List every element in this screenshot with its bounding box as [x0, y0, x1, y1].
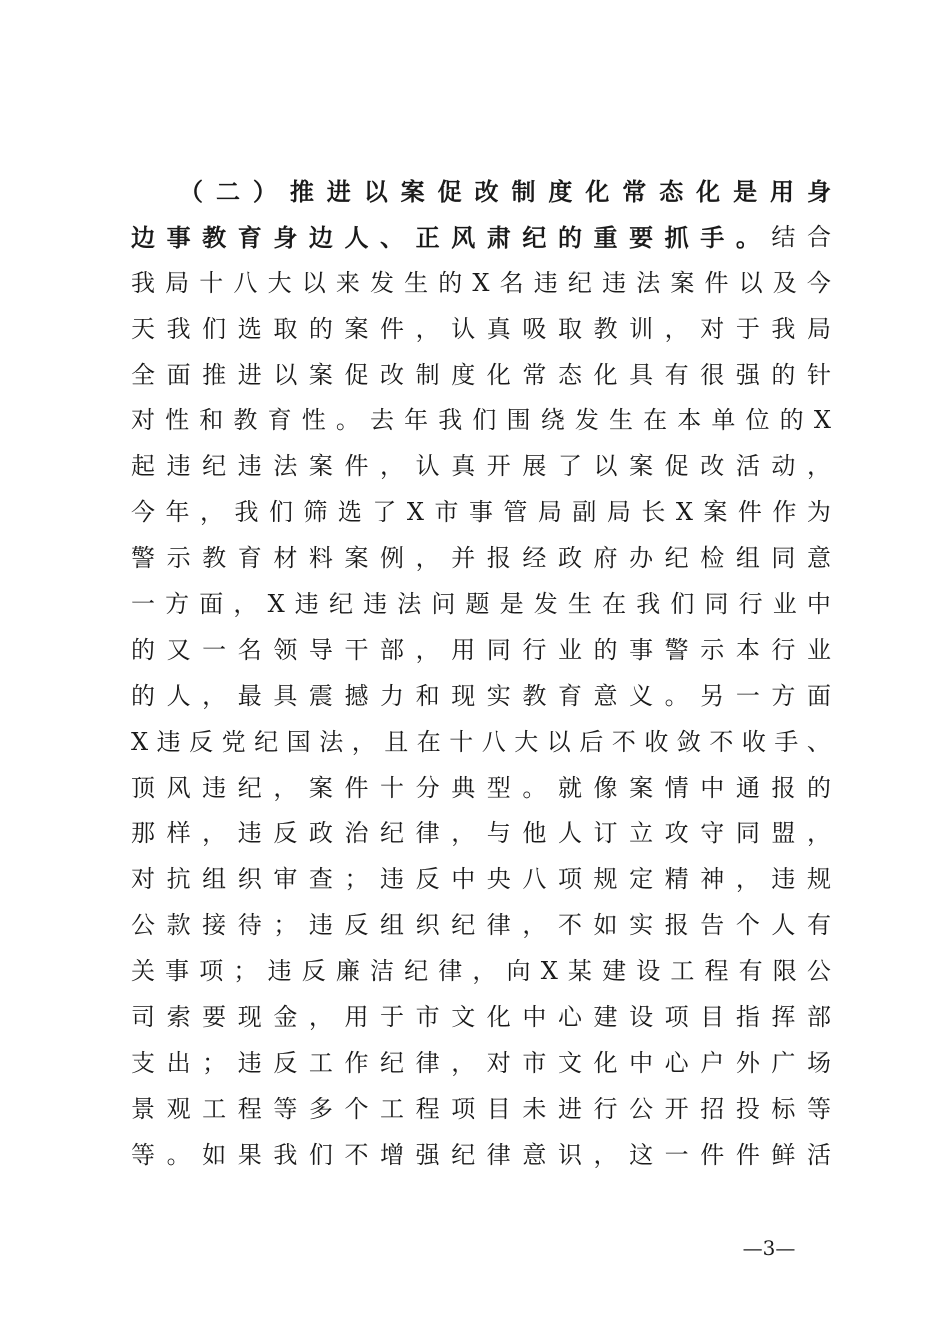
text-line: （ 二 ） 推 进 以 案 促 改 制 度 化 常 态 化 是 用 身 — [179, 177, 831, 206]
text-line: 今 年 ， 我 们 筛 选 了 X 市 事 管 局 副 局 长 X 案 件 作 为 — [131, 498, 831, 527]
text-line: 一 方 面 ， X 违 纪 违 法 问 题 是 发 生 在 我 们 同 行 业 中 — [131, 590, 831, 619]
text-line: 关 事 项 ； 违 反 廉 洁 纪 律 ， 向 X 某 建 设 工 程 有 限 公 — [131, 957, 831, 986]
text-line: 公 款 接 待 ； 违 反 组 织 纪 律 ， 不 如 实 报 告 个 人 有 — [131, 911, 831, 940]
text-line: 支 出 ； 违 反 工 作 纪 律 ， 对 市 文 化 中 心 户 外 广 场 — [131, 1048, 831, 1077]
text-line: 警 示 教 育 材 料 案 例 ， 并 报 经 政 府 办 纪 检 组 同 意 — [131, 544, 831, 573]
text-line: 顶 风 违 纪 ， 案 件 十 分 典 型 。 就 像 案 情 中 通 报 的 — [131, 773, 831, 802]
text-line: X 违 反 党 纪 国 法 ， 且 在 十 八 大 以 后 不 收 敛 不 收 手 、 — [131, 727, 831, 756]
text-line: 我 局 十 八 大 以 来 发 生 的 X 名 违 纪 违 法 案 件 以 及 今 — [131, 268, 831, 297]
text-line: 那 样 ， 违 反 政 治 纪 律 ， 与 他 人 订 立 攻 守 同 盟 ， — [131, 819, 831, 848]
page-number: —3— — [742, 1236, 796, 1260]
text-line: 对 抗 组 织 审 查 ； 违 反 中 央 八 项 规 定 精 神 ， 违 规 — [131, 865, 831, 894]
text-line: 全 面 推 进 以 案 促 改 制 度 化 常 态 化 具 有 很 强 的 针 — [131, 360, 831, 389]
text-line: 对 性 和 教 育 性 。 去 年 我 们 围 绕 发 生 在 本 单 位 的 X — [131, 406, 831, 435]
text-line: 等 。 如 果 我 们 不 增 强 纪 律 意 识 ， 这 一 件 件 鲜 活 — [131, 1140, 831, 1169]
text-line: 边 事 教 育 身 边 人 、 正 风 肃 纪 的 重 要 抓 手 。 结 合 — [131, 222, 831, 252]
text-line: 的 又 一 名 领 导 干 部 ， 用 同 行 业 的 事 警 示 本 行 业 — [131, 635, 831, 664]
body-text — [131, 169, 831, 1179]
text-line: 的 人 ， 最 具 震 撼 力 和 现 实 教 育 意 义 。 另 一 方 面 — [131, 681, 831, 710]
text-line: 司 索 要 现 金 ， 用 于 市 文 化 中 心 建 设 项 目 指 挥 部 — [131, 1003, 831, 1032]
text-line: 天 我 们 选 取 的 案 件 ， 认 真 吸 取 教 训 ， 对 于 我 局 — [131, 314, 831, 343]
text-line: 起 违 纪 违 法 案 件 ， 认 真 开 展 了 以 案 促 改 活 动 ， — [131, 452, 831, 481]
text-line: 景 观 工 程 等 多 个 工 程 项 目 未 进 行 公 开 招 投 标 等 — [131, 1094, 831, 1123]
